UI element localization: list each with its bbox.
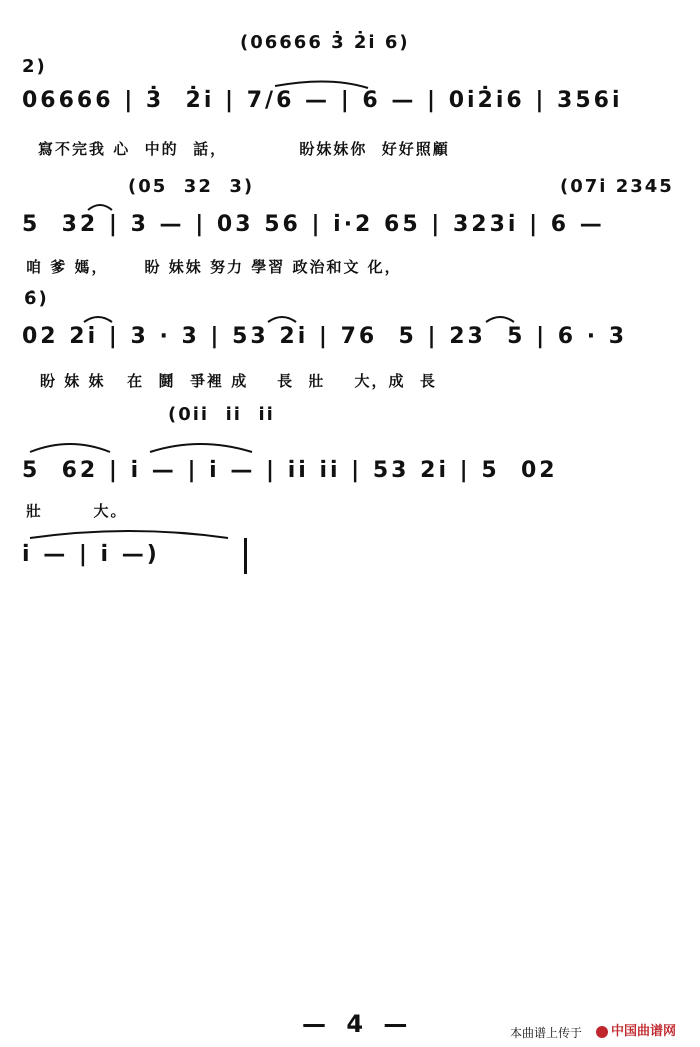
- intro-phrase-2: (05 32 3): [128, 176, 255, 197]
- notation-line-1: 06666 | 3̇ 2̇i̇ | 7/6 — | 6 — | 0i̇2̇i̇6 | 356i̇: [22, 88, 623, 113]
- site-logo: [596, 1020, 676, 1039]
- logo-text: 中国曲谱网: [611, 1024, 677, 1039]
- intro-phrase-4: (0i̇i̇ i̇i̇ i̇i̇: [168, 404, 275, 425]
- intro-phrase-1: (06666 3̇ 2̇i̇ 6): [240, 32, 410, 53]
- notation-line-2: 5 32 | 3 — | 03 56 | i̇·2 65 | 323i̇ | 6 —: [22, 212, 605, 237]
- lyrics-line-3: 盼 妹 妹 在 鬪 爭裡 成 長 壯 大，成 長: [40, 372, 437, 390]
- lyrics-line-2: 咱 爹 媽， 盼 妹妹 努力 學習 政治和文 化，: [26, 258, 402, 276]
- intro-phrase-3: (07i̇ 2345: [560, 176, 674, 197]
- notation-line-4: 5 62 | i̇ — | i̇ — | i̇i̇ i̇i̇ | 53 2i̇ | 5 02: [22, 458, 558, 483]
- final-barline: [244, 538, 247, 574]
- section-marker-6: 6̇): [24, 288, 49, 309]
- lyrics-line-1: 寫不完我 心 中的 話， 盼妹妹你 好好照顧: [38, 140, 450, 158]
- footer-upload-text: 本曲谱上传于: [510, 1026, 583, 1040]
- page-number: — 4 —: [302, 1010, 414, 1038]
- logo-icon: [596, 1026, 608, 1038]
- section-marker-2: 2): [22, 56, 47, 77]
- notation-line-5: i̇ — | i̇ —): [22, 542, 160, 567]
- lyrics-line-4: 壯 大。: [26, 502, 128, 520]
- notation-line-3: 02 2i | 3 · 3 | 53 2i | 76 5 | 23 5 | 6 · 3: [22, 324, 628, 349]
